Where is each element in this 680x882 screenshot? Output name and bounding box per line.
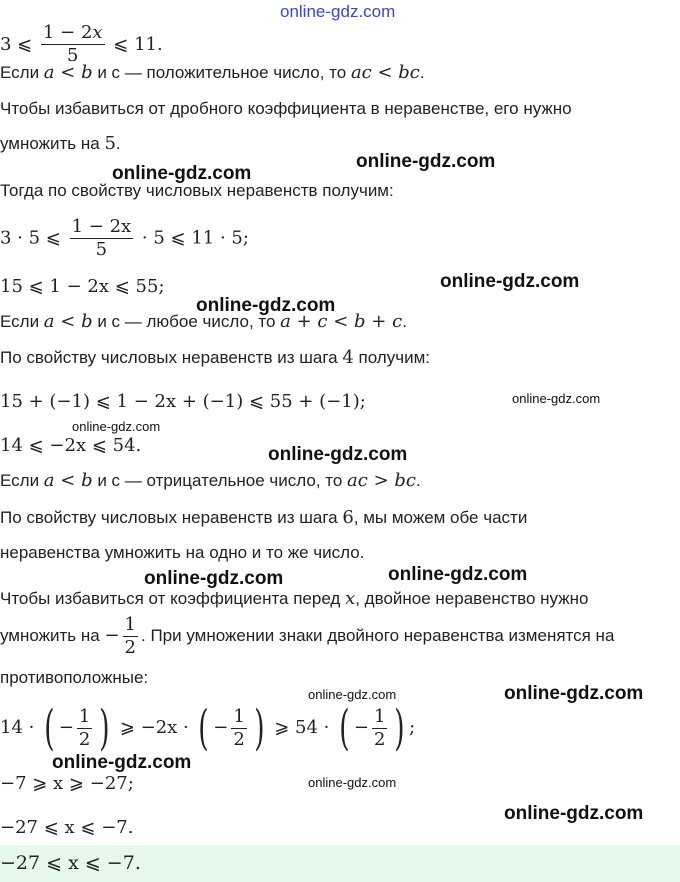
- math-minus: −: [104, 624, 120, 646]
- text: , двойное неравенство нужно: [355, 589, 589, 608]
- watermark: online-gdz.com: [72, 419, 161, 434]
- math-bc: bc: [394, 470, 416, 491]
- math-left: 3 · 5 ⩽: [0, 227, 67, 249]
- watermark: online-gdz.com: [308, 687, 397, 702]
- watermark: online-gdz.com: [504, 683, 644, 704]
- line-17: противоположные:: [0, 668, 149, 687]
- math-minus: −: [353, 717, 369, 738]
- math-lt: <: [54, 62, 82, 83]
- line-10: 15 + (−1) ⩽ 1 − 2x + (−1) ⩽ 55 + (−1);: [0, 391, 366, 412]
- fraction: [77, 706, 92, 751]
- math-a: a: [43, 470, 55, 491]
- text: По свойству числовых неравенств из шага: [0, 348, 343, 367]
- paren-close: ): [253, 700, 265, 756]
- fraction-denominator: 5: [95, 239, 108, 260]
- paren-open: (: [44, 700, 55, 756]
- text: и c — отрицательное число, то: [92, 471, 348, 490]
- text: и c — любое число, то: [92, 312, 281, 331]
- line-16: [0, 614, 614, 659]
- math-b: b: [81, 62, 93, 83]
- line-6: [0, 216, 249, 261]
- text: и c — положительное число, то: [92, 63, 351, 82]
- fraction-denominator: 2: [124, 637, 136, 658]
- math-x: x: [345, 588, 356, 609]
- watermark: online-gdz.com: [308, 775, 397, 790]
- line-12: [0, 470, 421, 492]
- fraction-numerator: 1: [373, 705, 386, 727]
- line-18: [0, 700, 415, 756]
- line-1: [0, 22, 163, 67]
- math-ac: ac: [350, 62, 372, 83]
- math-number: 4: [342, 347, 354, 368]
- math-expr: b + c: [354, 311, 403, 332]
- line-2: [0, 62, 425, 84]
- watermark: online-gdz.com: [388, 564, 528, 585]
- fraction-denominator: 2: [78, 728, 91, 750]
- text: .: [419, 63, 425, 82]
- math-lt: <: [54, 311, 82, 332]
- math-number: 5: [104, 133, 116, 154]
- math-part: ⩾ −2x ·: [114, 717, 195, 738]
- watermark: online-gdz.com: [512, 391, 601, 406]
- watermark: online-gdz.com: [144, 568, 284, 589]
- watermark: online-gdz.com: [440, 271, 580, 292]
- math-bc: bc: [398, 62, 420, 83]
- paren-open: (: [198, 700, 210, 756]
- watermark: online-gdz.com: [356, 151, 496, 172]
- text: По свойству числовых неравенств из шага: [0, 508, 343, 527]
- math-b: b: [81, 311, 93, 332]
- math-part: 14 ·: [0, 717, 41, 738]
- math-right: · 5 ⩽ 11 · 5;: [136, 227, 249, 249]
- math-a: a: [43, 311, 55, 332]
- line-13: [0, 507, 527, 529]
- text: умножить на: [0, 625, 105, 645]
- watermark: online-gdz.com: [268, 444, 408, 465]
- line-9: [0, 347, 430, 369]
- text: .: [416, 471, 421, 490]
- watermark-top: online-gdz.com: [280, 2, 396, 21]
- answer-text: −27 ⩽ x ⩽ −7.: [0, 852, 141, 874]
- text: Если: [0, 312, 44, 331]
- text: Чтобы избавиться от коэффициента перед: [0, 589, 346, 608]
- line-15: [0, 588, 588, 610]
- fraction: [231, 706, 246, 751]
- text: умножить на: [0, 134, 105, 153]
- math-a: a: [43, 62, 55, 83]
- math-lt: <: [371, 62, 399, 83]
- math-number: 6: [342, 507, 354, 528]
- line-5: Тогда по свойству числовых неравенств получим:: [0, 181, 394, 200]
- text: Если: [0, 471, 44, 490]
- math-lt: <: [54, 470, 82, 491]
- line-11: 14 ⩽ −2x ⩽ 54.: [0, 435, 142, 456]
- text: .: [115, 134, 121, 153]
- text: .: [402, 312, 407, 331]
- paren-open: (: [339, 700, 350, 756]
- fraction-numerator: 1: [233, 705, 245, 727]
- math-b: b: [81, 470, 93, 491]
- text: , мы можем обе части: [353, 508, 528, 527]
- watermark: online-gdz.com: [504, 803, 644, 824]
- watermark: online-gdz.com: [196, 295, 336, 316]
- fraction-numerator: 1 − 2x: [71, 216, 132, 237]
- line-14: неравенства умножить на одно и то же число.: [0, 543, 365, 562]
- math-expr: a + c: [280, 311, 328, 332]
- text: Если: [0, 63, 44, 82]
- fraction: [372, 706, 387, 751]
- watermark: online-gdz.com: [112, 163, 252, 184]
- fraction-denominator: 2: [233, 728, 245, 750]
- fraction: [123, 614, 138, 659]
- math-minus: −: [213, 717, 229, 738]
- line-7: 15 ⩽ 1 − 2x ⩽ 55;: [0, 276, 165, 297]
- line-20: −27 ⩽ x ⩽ −7.: [0, 817, 134, 838]
- math-part: ⩾ 54 ·: [268, 717, 336, 738]
- fraction-denominator: 2: [373, 728, 386, 750]
- fraction-numerator: 1: [78, 705, 91, 727]
- fraction-numerator: 1: [124, 614, 136, 635]
- watermark: online-gdz.com: [52, 752, 192, 773]
- math-part: ;: [409, 717, 416, 738]
- paren-close: ): [394, 700, 405, 756]
- line-4: [0, 133, 121, 155]
- inequality-initial: 3 ⩽ $\frac{1 - 2x}{5}$ ⩽ 11.: [0, 22, 163, 66]
- fraction: [70, 216, 134, 261]
- math-lt: <: [327, 311, 355, 332]
- text: получим:: [353, 348, 430, 367]
- line-19: −7 ⩾ x ⩾ −27;: [0, 773, 134, 794]
- math-ac: ac: [347, 470, 368, 491]
- paren-close: ): [99, 700, 110, 756]
- math-gt: >: [367, 470, 395, 491]
- math-minus: −: [58, 717, 74, 738]
- text: . При умножении знаки двойного неравенства изменятся на: [141, 625, 615, 645]
- line-3: Чтобы избавиться от дробного коэффициента в неравенстве, его нужно: [0, 99, 572, 118]
